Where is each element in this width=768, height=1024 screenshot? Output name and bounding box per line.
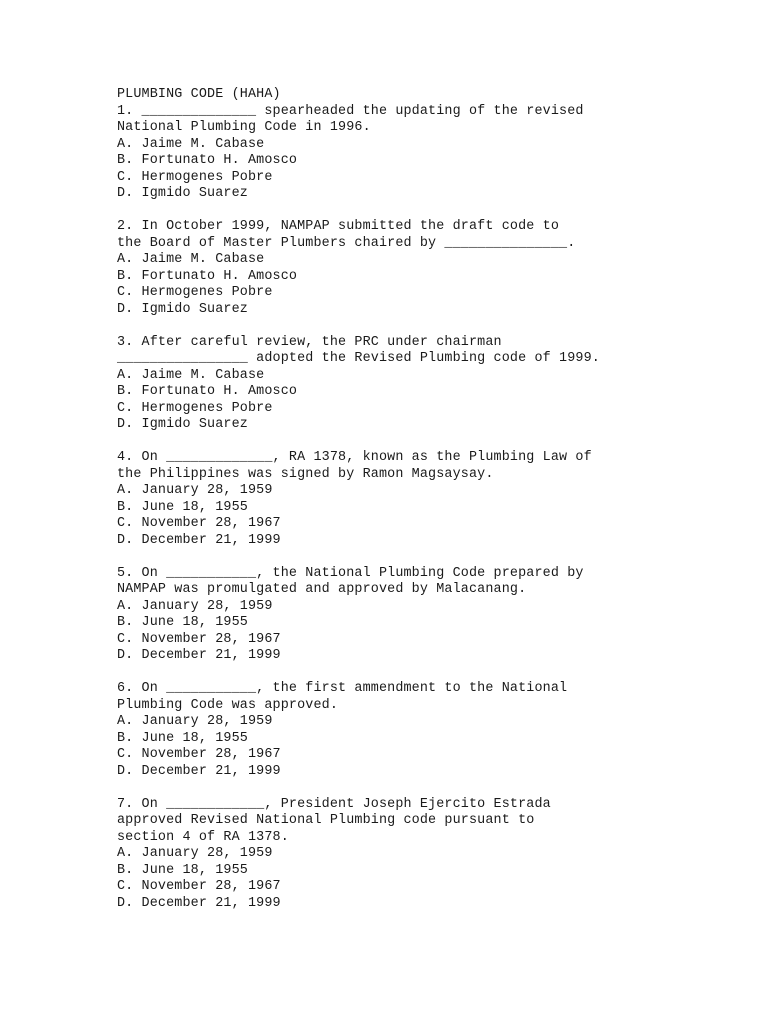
question-stem-line: 6. On ___________, the first ammendment to the National — [117, 681, 568, 696]
answer-option: B. June 18, 1955 — [117, 730, 248, 746]
question-stem-line: 3. After careful review, the PRC under chairman — [117, 334, 502, 350]
answer-option: C. November 28, 1967 — [117, 516, 281, 531]
answer-option: A. January 28, 1959 — [117, 483, 273, 498]
question-stem-line: 1. ______________ spearheaded the updating of the revised — [117, 103, 584, 119]
answer-option: D. Igmido Suarez — [117, 301, 248, 317]
question-stem-line: section 4 of RA 1378. — [117, 829, 289, 845]
question-stem-line: approved Revised National Plumbing code pursuant to — [117, 813, 535, 828]
answer-option: D. December 21, 1999 — [117, 763, 281, 779]
question-stem-line: Plumbing Code was approved. — [117, 697, 339, 713]
question-stem-line: NAMPAP was promulgated and approved by Malacanang. — [117, 582, 527, 597]
question-2 — [117, 219, 737, 318]
question-4 — [117, 450, 737, 549]
question-6 — [117, 681, 737, 780]
question-stem-line: ________________ adopted the Revised Plumbing code of 1999. — [117, 351, 600, 366]
answer-option: A. Jaime M. Cabase — [117, 252, 265, 267]
answer-option: B. Fortunato H. Amosco — [117, 153, 298, 168]
question-1 — [117, 104, 737, 203]
answer-option: C. Hermogenes Pobre — [117, 169, 273, 185]
answer-option: A. January 28, 1959 — [117, 846, 273, 861]
question-stem-line: 5. On ___________, the National Plumbing Code prepared by — [117, 565, 584, 581]
question-stem-line: National Plumbing Code in 1996. — [117, 120, 371, 135]
answer-option: A. January 28, 1959 — [117, 598, 273, 614]
question-stem-line: 7. On ____________, President Joseph Ejercito Estrada — [117, 796, 551, 812]
answer-option: A. Jaime M. Cabase — [117, 367, 265, 383]
answer-option: D. December 21, 1999 — [117, 532, 281, 548]
answer-option: B. June 18, 1955 — [117, 615, 248, 630]
answer-option: D. December 21, 1999 — [117, 895, 281, 911]
answer-option: A. Jaime M. Cabase — [117, 136, 265, 152]
answer-option: C. Hermogenes Pobre — [117, 400, 273, 416]
answer-option: D. Igmido Suarez — [117, 417, 248, 432]
question-3 — [117, 335, 737, 434]
answer-option: A. January 28, 1959 — [117, 714, 273, 729]
answer-option: C. Hermogenes Pobre — [117, 285, 273, 300]
answer-option: D. December 21, 1999 — [117, 648, 281, 663]
answer-option: B. Fortunato H. Amosco — [117, 268, 298, 284]
answer-option: B. June 18, 1955 — [117, 862, 248, 878]
question-7 — [117, 797, 737, 913]
question-stem-line: 2. In October 1999, NAMPAP submitted the draft code to — [117, 219, 560, 234]
answer-option: C. November 28, 1967 — [117, 879, 281, 894]
answer-option: C. November 28, 1967 — [117, 631, 281, 647]
question-stem-line: 4. On _____________, RA 1378, known as the Plumbing Law of — [117, 450, 592, 465]
answer-option: B. June 18, 1955 — [117, 499, 248, 515]
answer-option: C. November 28, 1967 — [117, 747, 281, 762]
question-stem-line: the Board of Master Plumbers chaired by _______________. — [117, 235, 576, 251]
document-title: PLUMBING CODE (HAHA) — [117, 87, 281, 102]
question-stem-line: the Philippines was signed by Ramon Magsaysay. — [117, 466, 494, 482]
answer-option: D. Igmido Suarez — [117, 186, 248, 201]
question-5 — [117, 566, 737, 665]
answer-option: B. Fortunato H. Amosco — [117, 384, 298, 399]
document-body — [117, 87, 737, 929]
